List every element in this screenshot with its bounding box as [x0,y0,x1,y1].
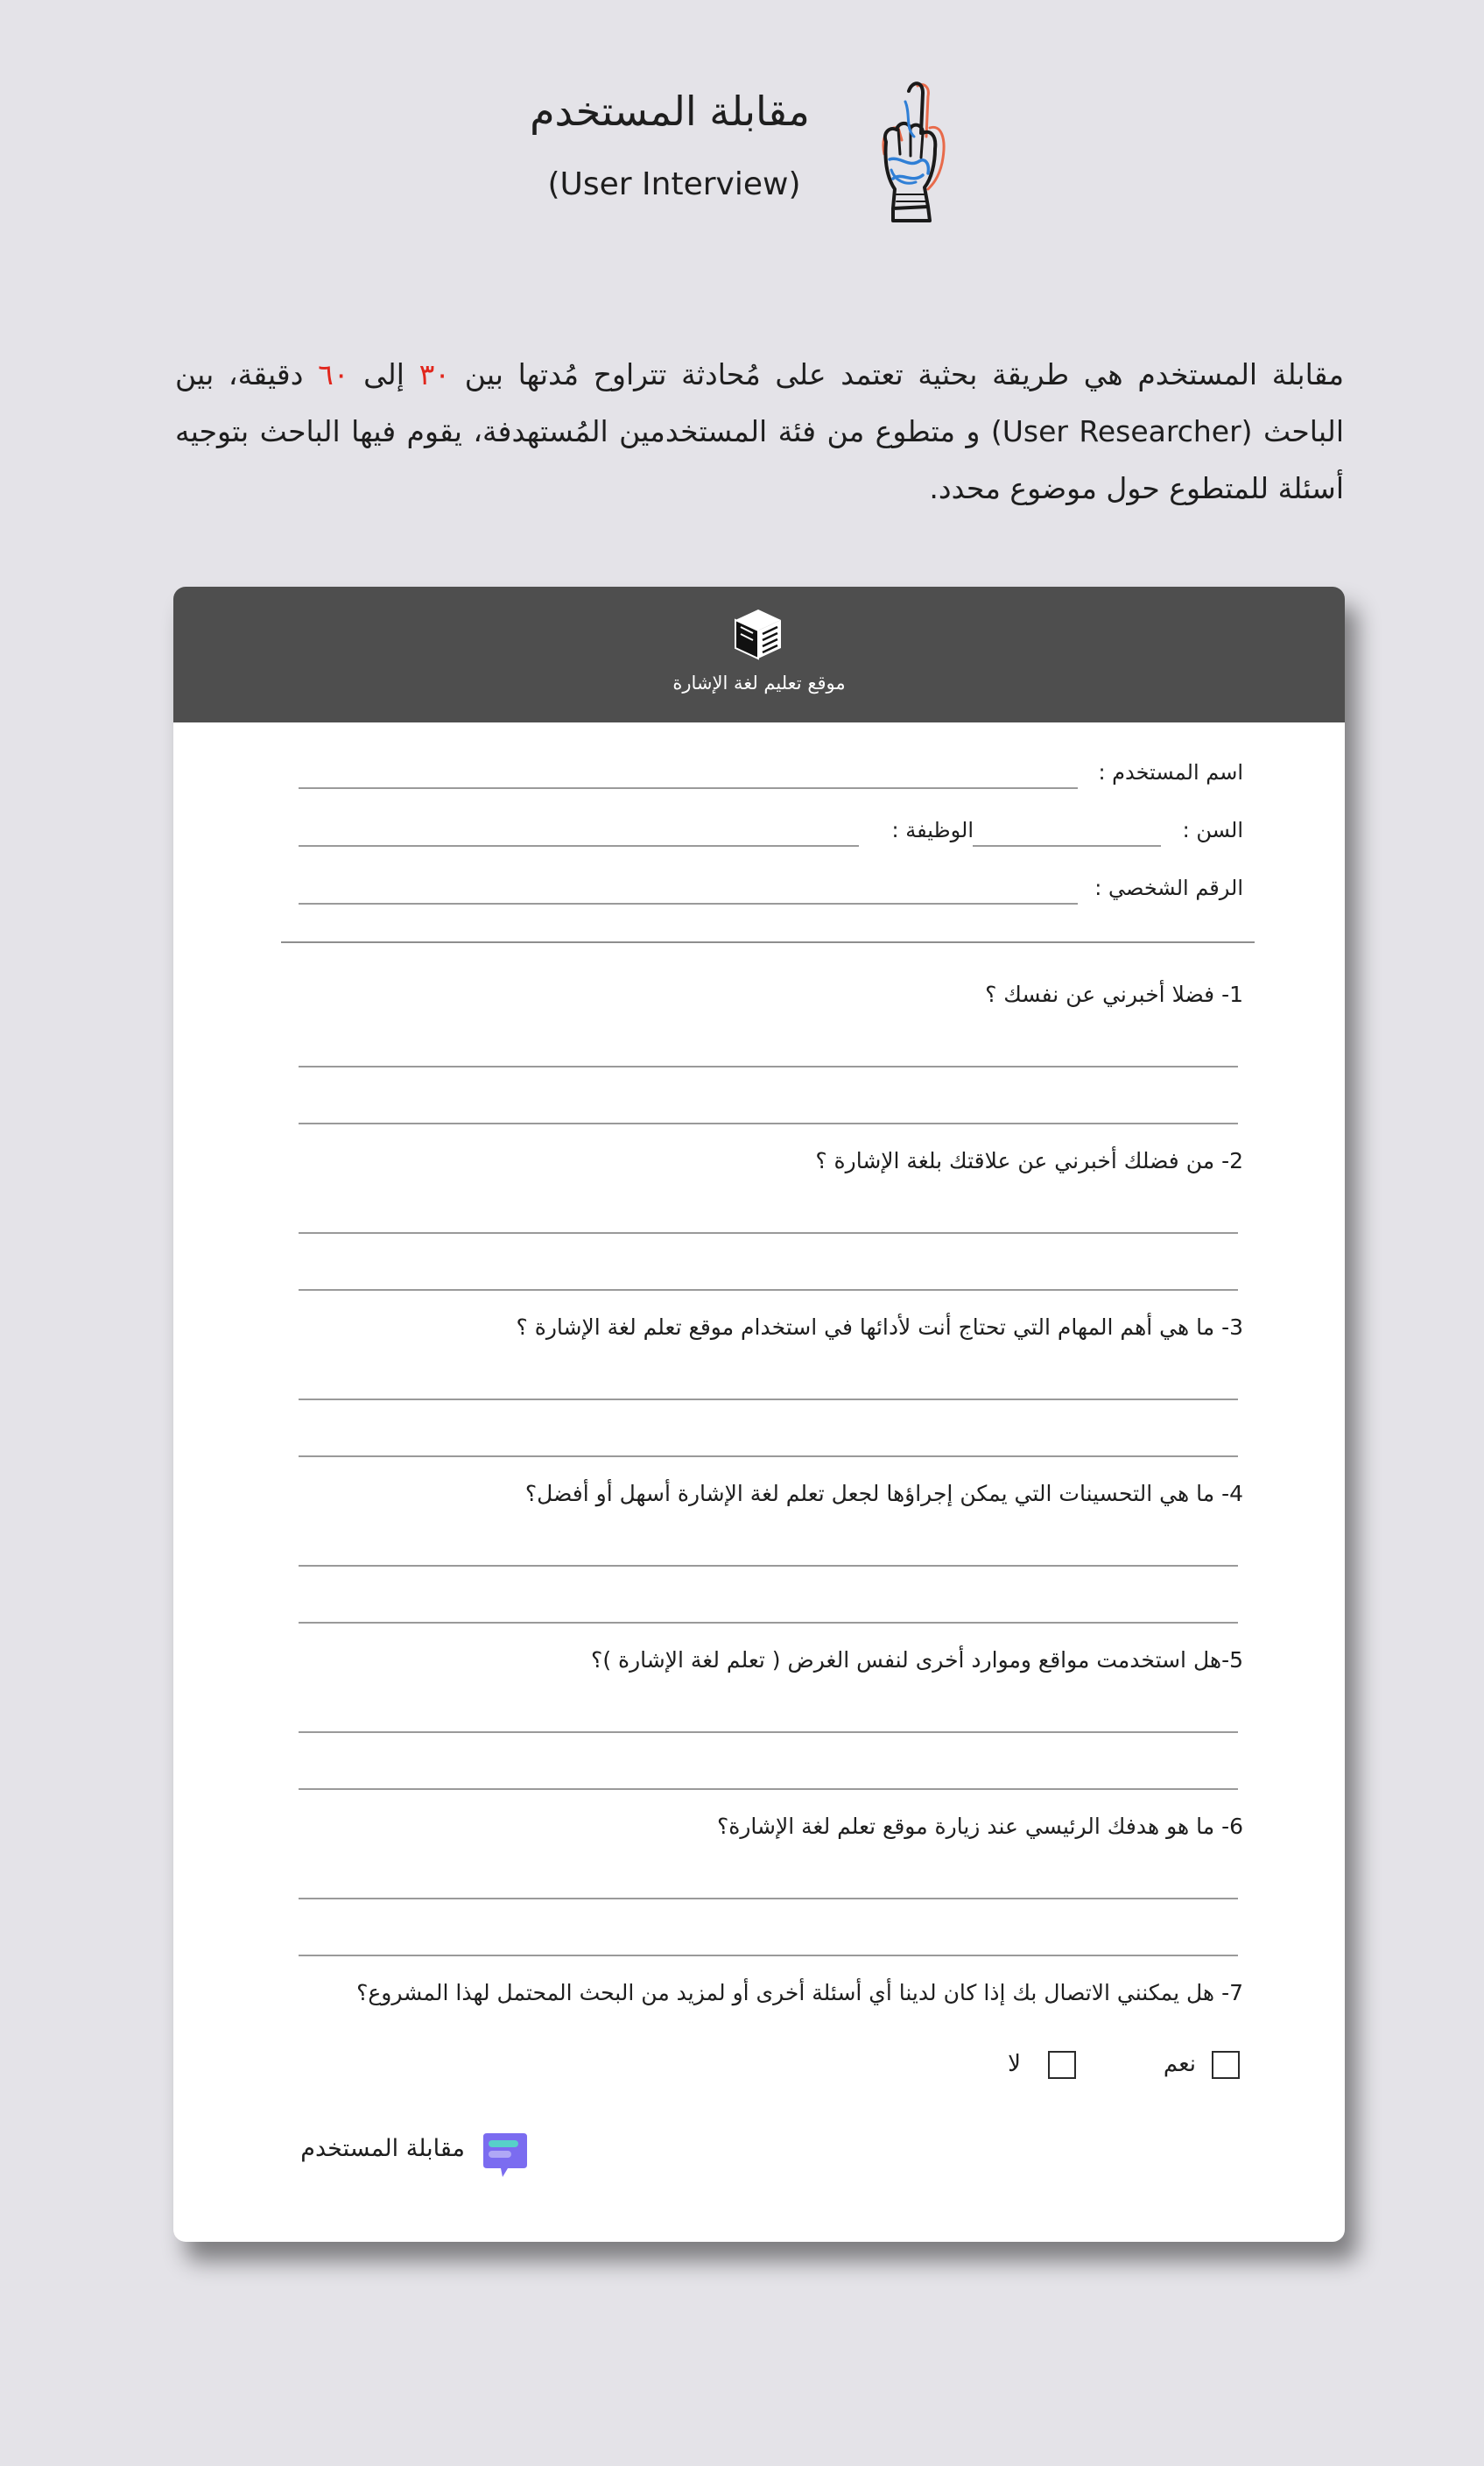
question-5: 5-هل استخدمت مواقع وموارد أخرى لنفس الغرض ( تعلم لغة الإشارة )؟ [591,1647,1243,1673]
section-divider [281,941,1255,943]
answer-5-line-2[interactable] [299,1788,1238,1790]
job-label: الوظيفة : [891,818,974,842]
intro-paragraph [175,346,1344,517]
question-6: 6- ما هو هدفك الرئيسي عند زيارة موقع تعلم لغة الإشارة؟ [716,1814,1243,1839]
footer-label: مقابلة المستخدم [300,2135,465,2162]
answer-1-line-1[interactable] [299,1066,1238,1067]
card-header [173,587,1345,722]
question-2: 2- من فضلك أخبرني عن علاقتك بلغة الإشارة ؟ [815,1148,1243,1173]
answer-1-line-2[interactable] [299,1123,1238,1124]
page-title: مقابلة المستخدم [530,88,810,135]
intro-text-1: مقابلة المستخدم هي طريقة بحثية تعتمد على مُحادثة تتراوح مُدتها بين [450,357,1344,391]
answer-3-line-2[interactable] [299,1455,1238,1457]
answer-4-line-2[interactable] [299,1622,1238,1624]
job-field[interactable] [299,845,859,847]
username-field[interactable] [299,787,1078,789]
id-label: الرقم الشخصي : [1094,876,1243,900]
answer-4-line-1[interactable] [299,1565,1238,1567]
intro-text-3: دقيقة، بين الباحث (User Researcher) و متطوع من فئة المستخدمين المُستهدفة، يقوم فيها الباحث بتوجيه أسئلة للمتطوع حول موضوع محدد. [175,357,1345,505]
question-1: 1- فضلا أخبرني عن نفسك ؟ [985,982,1243,1007]
answer-2-line-2[interactable] [299,1289,1238,1291]
age-label: السن : [1182,818,1243,842]
sign-hand-icon [867,75,972,224]
answer-6-line-1[interactable] [299,1898,1238,1899]
question-3: 3- ما هي أهم المهام التي تحتاج أنت لأدائها في استخدام موقع تعلم لغة الإشارة ؟ [516,1314,1243,1340]
intro-number-60: ٦٠ [318,357,349,391]
answer-2-line-1[interactable] [299,1232,1238,1234]
page-subtitle: (User Interview) [547,166,801,202]
interview-form-card [173,587,1345,2242]
question-7: 7- هل يمكنني الاتصال بك إذا كان لدينا أي أسئلة أخرى أو لمزيد من البحث المحتمل لهذا المشروع؟ [356,1980,1243,2005]
intro-number-30: ٣٠ [418,357,451,391]
no-checkbox[interactable] [1048,2051,1076,2079]
chat-bubble-icon [482,2130,529,2181]
username-label: اسم المستخدم : [1098,760,1243,785]
id-field[interactable] [299,903,1078,905]
site-name: موقع تعليم لغة الإشارة [672,673,846,694]
answer-5-line-1[interactable] [299,1731,1238,1733]
yes-checkbox[interactable] [1212,2051,1240,2079]
no-label: لا [1008,2051,1021,2077]
answer-6-line-2[interactable] [299,1955,1238,1956]
cube-book-icon [734,608,783,660]
question-4: 4- ما هي التحسينات التي يمكن إجراؤها لجعل تعلم لغة الإشارة أسهل أو أفضل؟ [524,1481,1243,1506]
yes-label: نعم [1163,2051,1196,2077]
intro-text-2: إلى [348,357,419,391]
age-field[interactable] [973,845,1161,847]
answer-3-line-1[interactable] [299,1399,1238,1400]
